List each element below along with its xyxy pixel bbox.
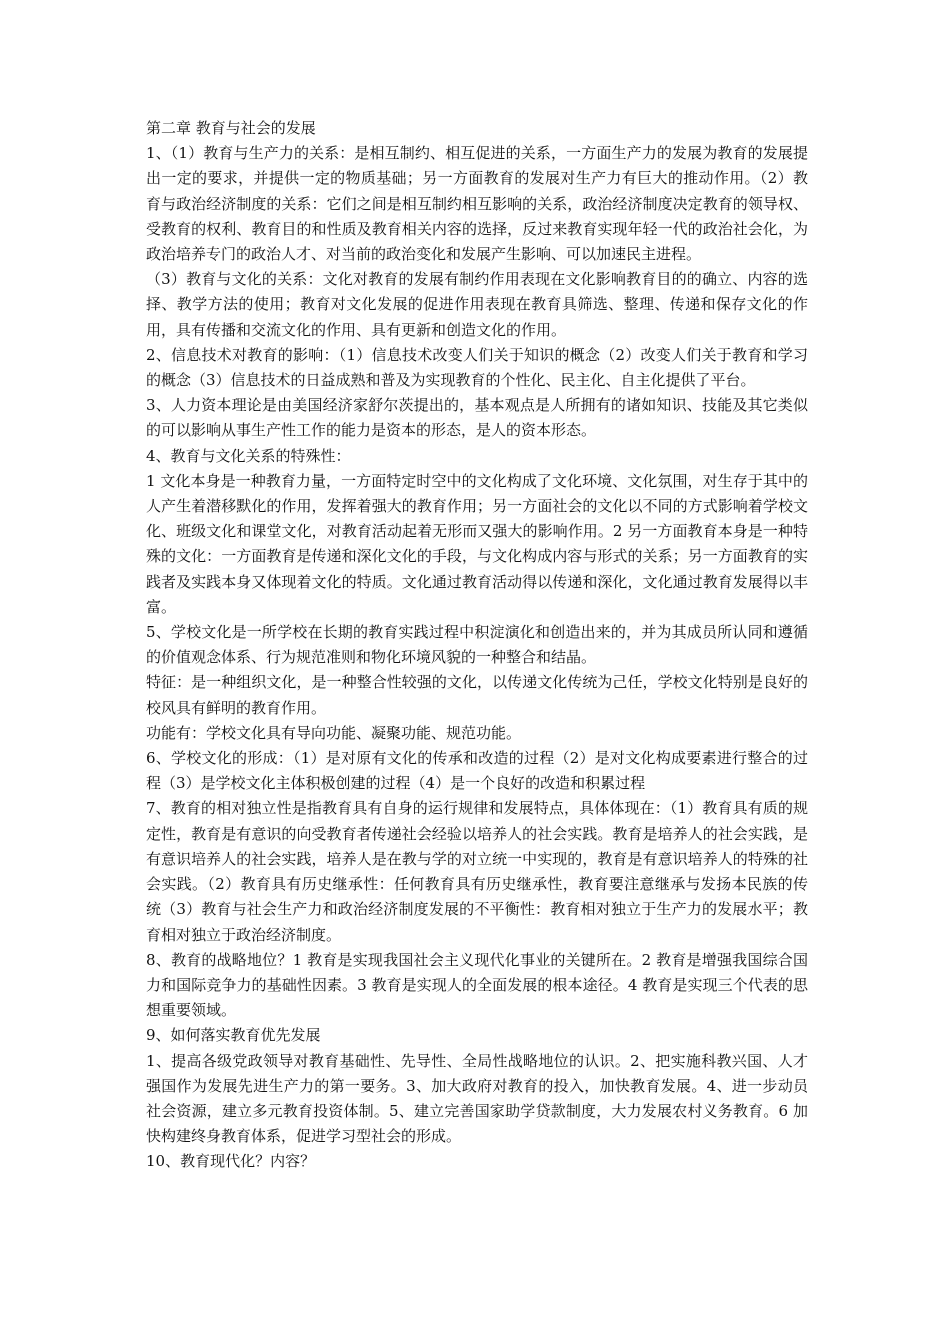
paragraph-8: 特征：是一种组织文化，是一种整合性较强的文化，以传递文化传统为己任，学校文化特别是良好的校风具有鲜明的教育作用。 — [146, 673, 808, 717]
paragraph-6: 1 文化本身是一种教育力量，一方面特定时空中的文化构成了文化环境、文化氛围，对生存于其中的人产生着潜移默化的作用，发挥着强大的教育作用；另一方面社会的文化以不同的方式影响着学校文化、班级文化和课堂文化，对教育活动起着无形而又强大的影响作用。2 另一方面教育本身是一种特殊的文化：一方面教育是传递和深化文化的手段，与文化构成内容与形式的关系；另一方面教育的实践者及实践本身又体现着文化的特质。文化通过教育活动得以传递和深化，文化通过教育发展得以丰富。 — [146, 471, 808, 616]
paragraph-3: 2、信息技术对教育的影响：（1）信息技术改变人们关于知识的概念（2）改变人们关于教育和学习的概念（3）信息技术的日益成熟和普及为实现教育的个性化、民主化、自主化提供了平台。 — [146, 345, 808, 390]
paragraph-14: 1、提高各级党政领导对教育基础性、先导性、全局性战略地位的认识。2、把实施科教兴国、人才强国作为发展先进生产力的第一要务。3、加大政府对教育的投入，加快教育发展。4、进一步动员社会资源，建立多元教育投资体制。5、建立完善国家助学贷款制度，大力发展农村义务教育。6 加快构建终身教育体系，促进学习型社会的形成。 — [146, 1051, 808, 1146]
document-body — [146, 116, 808, 1175]
paragraph-2: （3）教育与文化的关系：文化对教育的发展有制约作用表现在文化影响教育目的的确立、内容的选择、教学方法的使用；教育对文化发展的促进作用表现在教育具筛选、整理、传递和保存文化的作用，具有传播和交流文化的作用、具有更新和创造文化的作用。 — [146, 270, 808, 339]
paragraph-13: 9、如何落实教育优先发展 — [146, 1026, 321, 1045]
paragraph-5: 4、教育与文化关系的特殊性： — [146, 446, 351, 465]
paragraph-15: 10、教育现代化？内容？ — [146, 1152, 316, 1171]
paragraph-10: 6、学校文化的形成：（1）是对原有文化的传承和改造的过程（2）是对文化构成要素进行整合的过程（3）是学校文化主体积极创建的过程（4）是一个良好的改造和积累过程 — [146, 749, 808, 793]
paragraph-4: 3、人力资本理论是由美国经济家舒尔茨提出的，基本观点是人所拥有的诸如知识、技能及其它类似的可以影响从事生产性工作的能力是资本的形态，是人的资本形态。 — [146, 396, 808, 440]
paragraph-9: 功能有：学校文化具有导向功能、凝聚功能、规范功能。 — [146, 723, 522, 742]
paragraph-1: 1、（1）教育与生产力的关系：是相互制约、相互促进的关系，一方面生产力的发展为教育的发展提出一定的要求，并提供一定的物质基础；另一方面教育的发展对生产力有巨大的推动作用。（2）教育与政治经济制度的关系：它们之间是相互制约相互影响的关系，政治经济制度决定教育的领导权、受教育的权利、教育目的和性质及教育相关内容的选择，反过来教育实现年轻一代的政治社会化，为政治培养专门的政治人才、对当前的政治变化和发展产生影响、可以加速民主进程。 — [146, 144, 808, 264]
paragraph-7: 5、学校文化是一所学校在长期的教育实践过程中积淀演化和创造出来的，并为其成员所认同和遵循的价值观念体系、行为规范准则和物化环境风貌的一种整合和结晶。 — [146, 623, 808, 667]
chapter-title: 第二章 教育与社会的发展 — [146, 119, 316, 137]
paragraph-12: 8、教育的战略地位？1 教育是实现我国社会主义现代化事业的关键所在。2 教育是增强我国综合国力和国际竞争力的基础性因素。3 教育是实现人的全面发展的根本途径。4 教育是实现三个代表的思想重要领域。 — [146, 950, 808, 1020]
paragraph-11: 7、教育的相对独立性是指教育具有自身的运行规律和发展特点，具体体现在：（1）教育具有质的规定性，教育是有意识的向受教育者传递社会经验以培养人的社会实践。教育是培养人的社会实践，是有意识培养人的社会实践，培养人是在教与学的对立统一中实现的，教育是有意识培养人的特殊的社会实践。（2）教育具有历史继承性：任何教育具有历史继承性，教育要注意继承与发扬本民族的传统（3）教育与社会生产力和政治经济制度发展的不平衡性：教育相对独立于生产力的发展水平；教育相对独立于政治经济制度。 — [146, 799, 808, 944]
